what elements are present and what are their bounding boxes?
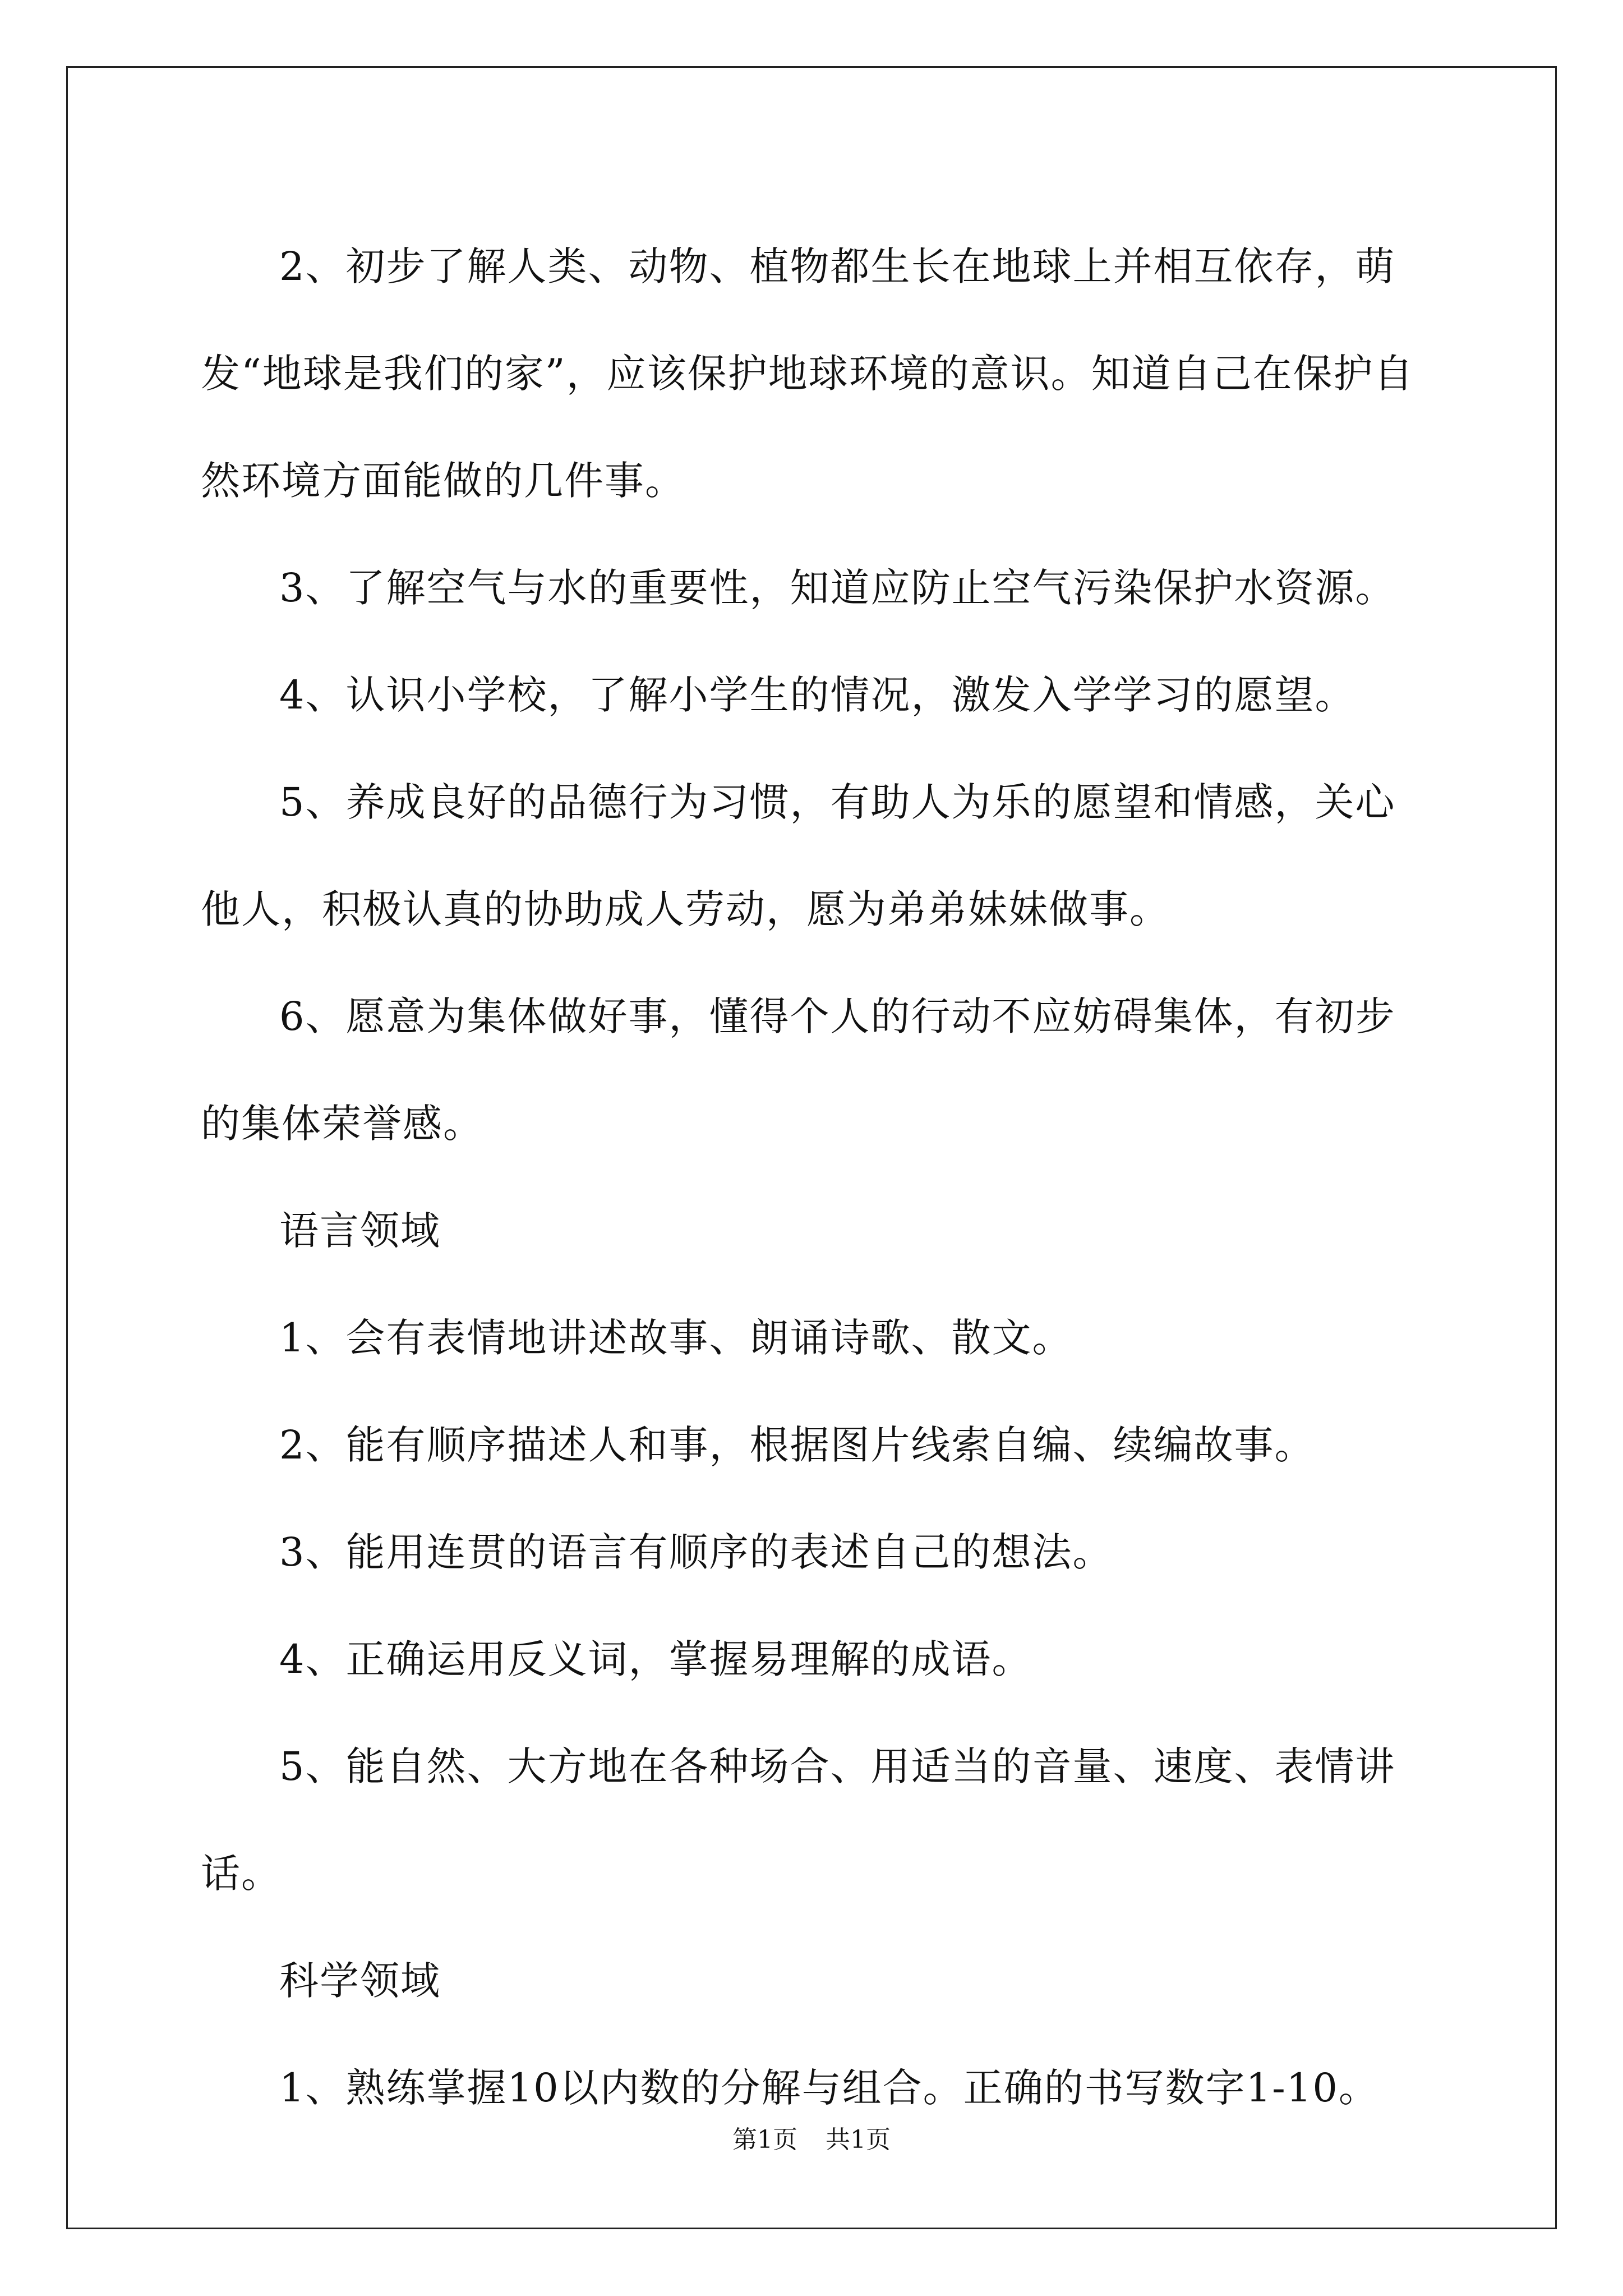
page-total: 共1页 xyxy=(826,2125,891,2154)
page-number: 第1页 xyxy=(732,2125,797,2154)
science-item-1: 1、熟练掌握10以内数的分解与组合。正确的书写数字1-10。 xyxy=(279,2065,1379,2111)
paragraph-item-2: 2、初步了解人类、动物、植物都生长在地球上并相互依存，萌发“地球是我们的家”，应该保护地球环境的意识。知道自己在保护自然环境方面能做的几件事。 xyxy=(201,243,1414,504)
language-item-4: 4、正确运用反义词，掌握易理解的成语。 xyxy=(279,1636,1032,1682)
language-item-1: 1、会有表情地讲述故事、朗诵诗歌、散文。 xyxy=(279,1315,1073,1361)
language-item-3: 3、能用连贯的语言有顺序的表述自己的想法。 xyxy=(279,1529,1113,1575)
paragraph-item-5: 5、养成良好的品德行为习惯，有助人为乐的愿望和情感，关心他人，积极认真的协助成人劳动，愿为弟弟妹妹做事。 xyxy=(201,779,1396,932)
language-item-5: 5、能自然、大方地在各种场合、用适当的音量、速度、表情讲话。 xyxy=(201,1743,1396,1897)
paragraph-item-6: 6、愿意为集体做好事，懂得个人的行动不应妨碍集体，有初步的集体荣誉感。 xyxy=(201,993,1396,1147)
section-heading-language: 语言领域 xyxy=(279,1208,441,1254)
document-body xyxy=(201,213,1429,2142)
section-heading-science: 科学领域 xyxy=(279,1958,441,2004)
language-item-2: 2、能有顺序描述人和事，根据图片线索自编、续编故事。 xyxy=(279,1422,1315,1468)
page-footer xyxy=(0,2119,1623,2155)
paragraph-item-4: 4、认识小学校，了解小学生的情况，激发入学学习的愿望。 xyxy=(279,672,1355,718)
paragraph-item-3: 3、了解空气与水的重要性，知道应防止空气污染保护水资源。 xyxy=(279,565,1396,611)
